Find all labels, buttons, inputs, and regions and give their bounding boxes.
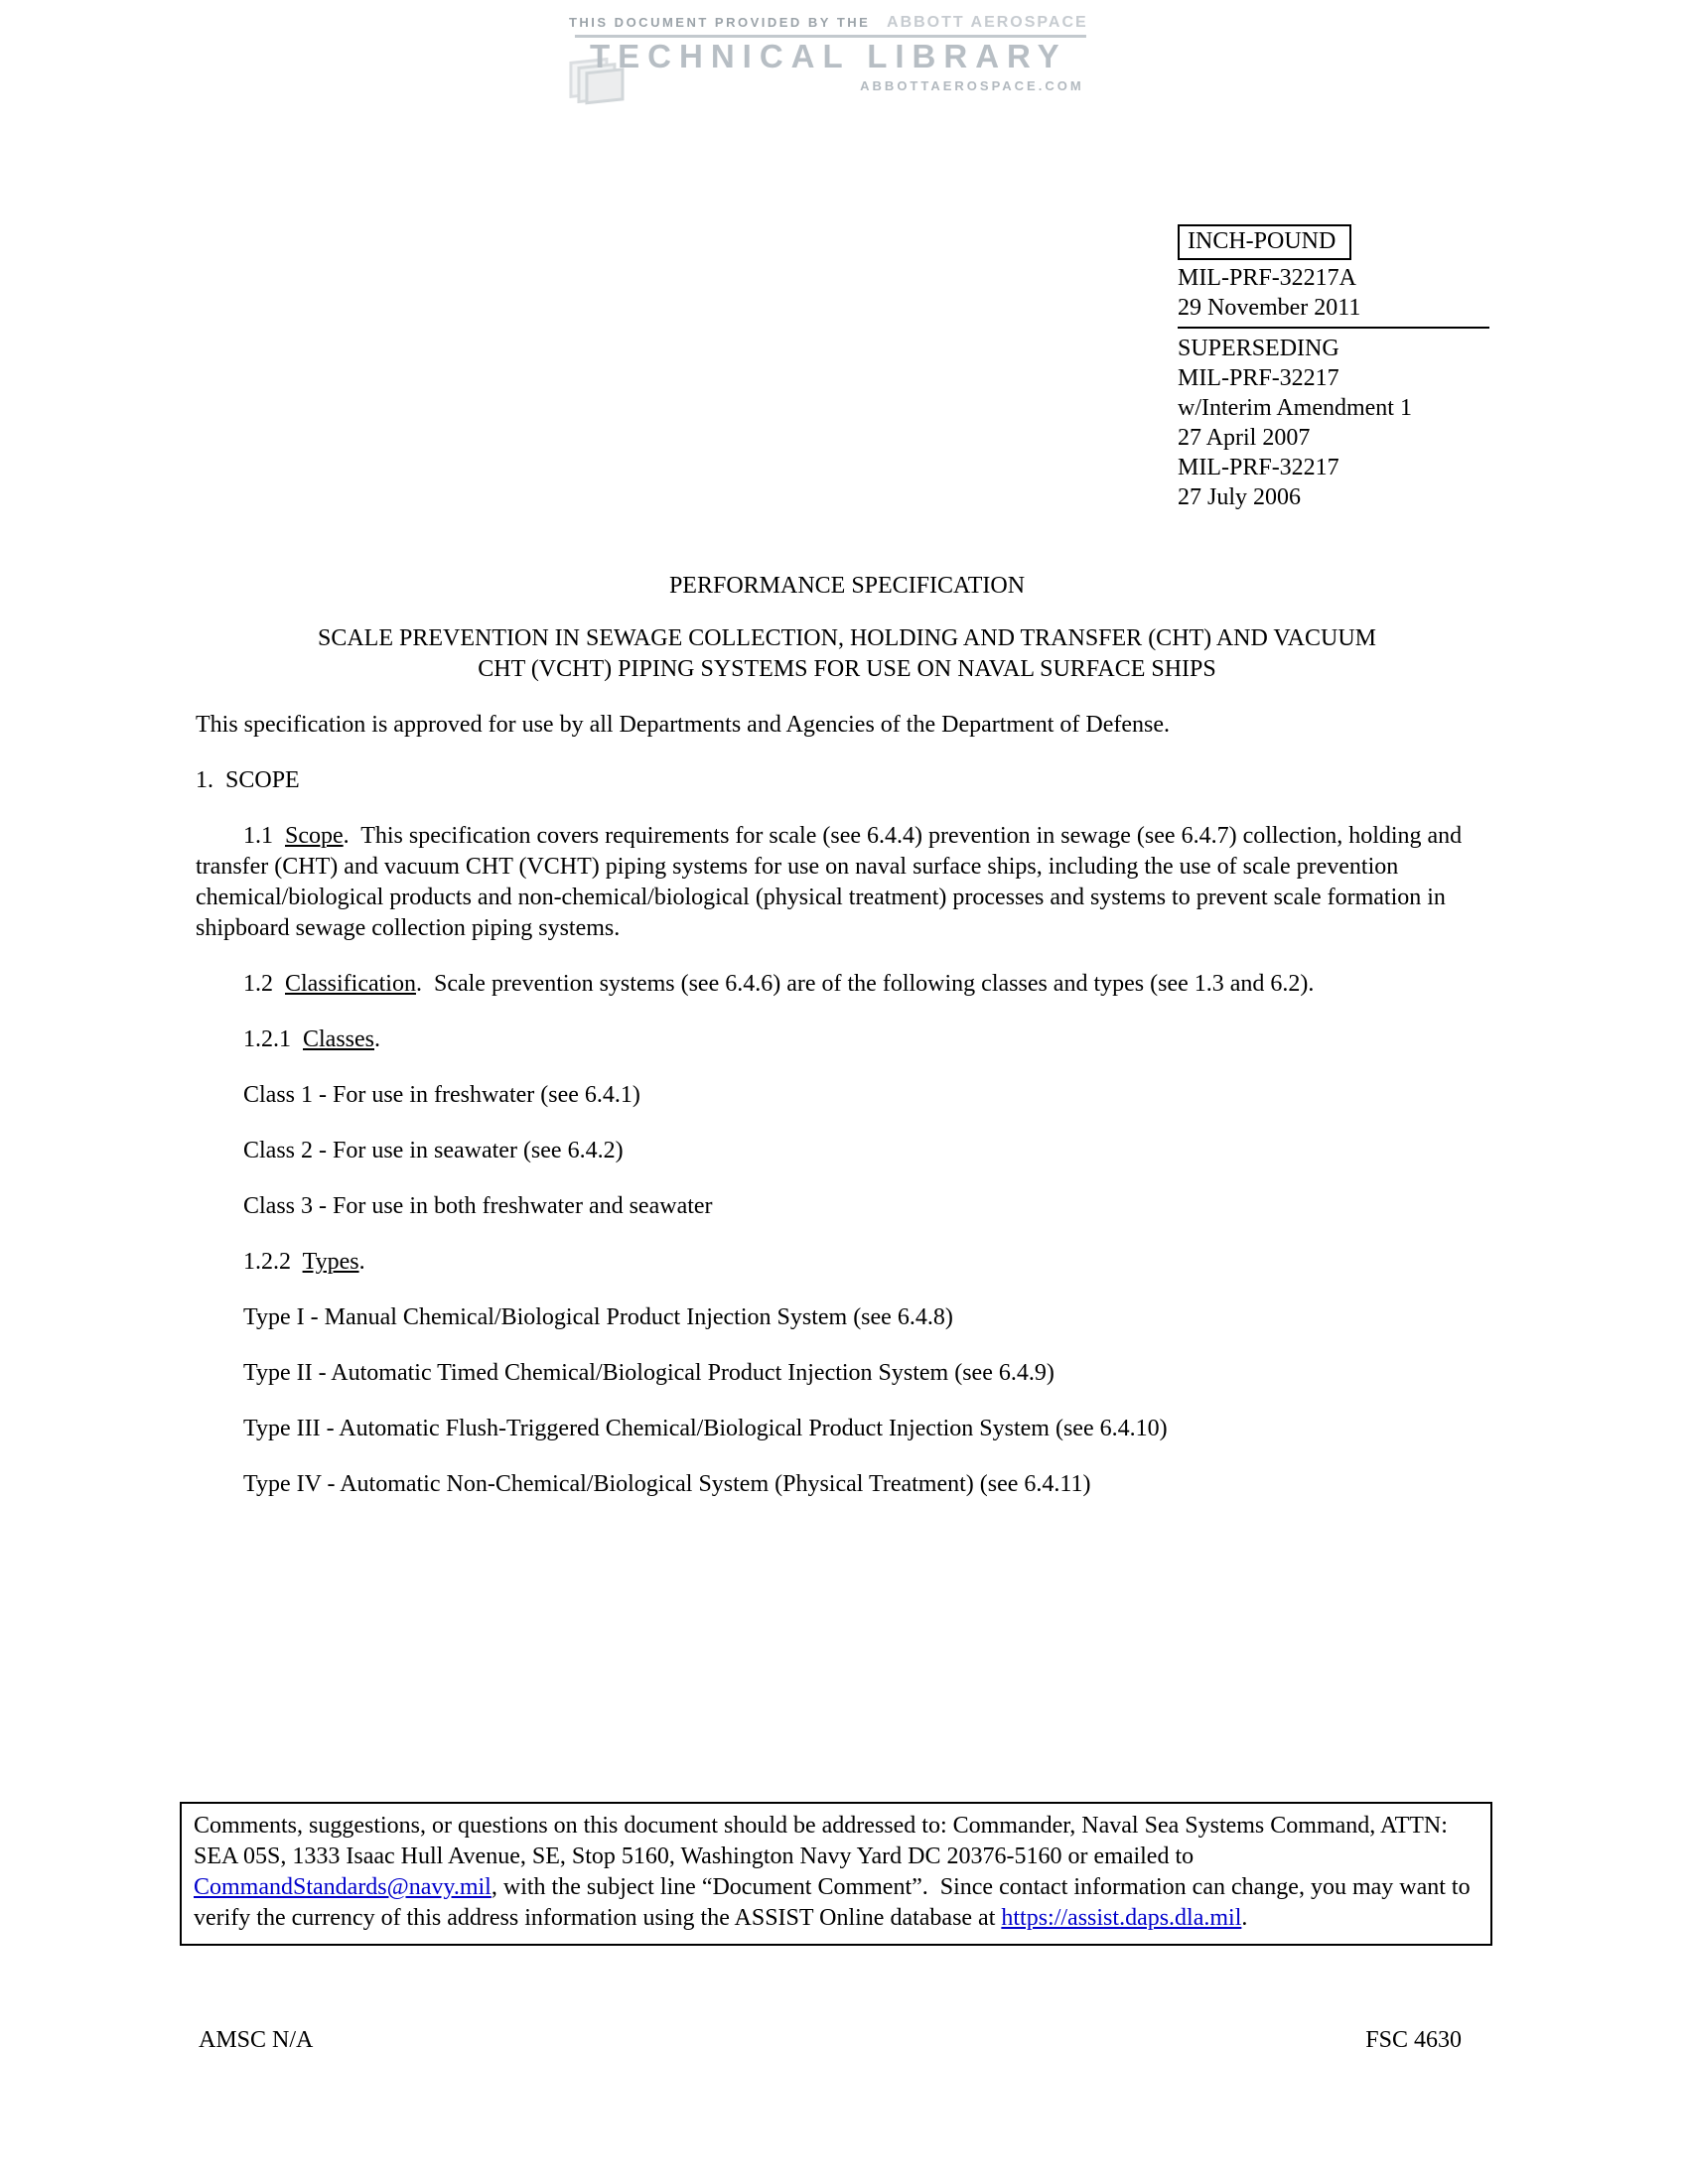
amsc-number: AMSC N/A [199,2027,314,2053]
comments-text-3: . [1241,1905,1248,1931]
comments-text-1: Comments, suggestions, or questions on this document should be addressed to: Commander, Naval Sea Systems Command, ATTN: SEA 05S, 1333 Isaac Hull Avenue, SE, Stop 5160, Washington Navy Yard DC 20376-5160 or emailed to [194,1813,1460,1869]
paragraph-text: . [374,1026,380,1052]
document-title [196,623,1498,685]
paragraph-number: 1.2.1 [243,1026,303,1052]
email-link[interactable]: CommandStandards@navy.mil [194,1874,492,1900]
fsc-number: FSC 4630 [1365,2027,1462,2053]
spec-date: 29 November 2011 [1178,295,1361,321]
superseded-date-1: 27 April 2007 [1178,425,1311,451]
superseded-date-2: 27 July 2006 [1178,484,1302,510]
logo-library-text: TECHNICAL LIBRARY [569,38,1088,75]
approval-statement: This specification is approved for use by all Departments and Agencies of the Department of Defense. [196,712,1171,738]
document-title-line1: SCALE PREVENTION IN SEWAGE COLLECTION, HOLDING AND TRANSFER (CHT) AND VACUUM [317,625,1376,651]
superseded-spec-1: MIL-PRF-32217 [1178,365,1339,391]
logo-brand-text: ABBOTT AEROSPACE [887,13,1088,31]
paragraph-text: . [358,1249,365,1275]
section-1-heading: 1. SCOPE [196,767,300,793]
class-item-3: Class 3 - For use in both freshwater and seawater [243,1193,713,1219]
logo-site-text: ABBOTTAEROSPACE.COM [860,78,1084,93]
class-item-2: Class 2 - For use in seawater (see 6.4.2) [243,1138,624,1163]
paragraph-1-2 [196,969,1498,1000]
superseded-amendment: w/Interim Amendment 1 [1178,395,1412,421]
document-type-heading: PERFORMANCE SPECIFICATION [668,573,1026,599]
page-footer [199,2027,1462,2054]
superseding-label: SUPERSEDING [1178,336,1339,361]
comments-text-2: , with the subject line “Document Comment”. Since contact information can change, you may want to verify the currency of this address information using the ASSIST Online database at [194,1874,1477,1931]
document-title-line2: CHT (VCHT) PIPING SYSTEMS FOR USE ON NAVAL SURFACE SHIPS [478,656,1216,682]
paragraph-label: Scope [285,823,344,849]
type-item-4: Type IV - Automatic Non-Chemical/Biological System (Physical Treatment) (see 6.4.11) [243,1471,1091,1497]
paragraph-number: 1.2.2 [243,1249,303,1275]
paragraph-1-2-1 [196,1024,1498,1055]
logo-provided-text: THIS DOCUMENT PROVIDED BY THE [568,15,871,31]
paragraph-label: Types [302,1249,359,1275]
logo-provided-line [569,8,1088,36]
paragraph-1-1 [196,821,1498,944]
spec-number: MIL-PRF-32217A [1178,265,1357,291]
comments-notice-box [180,1802,1492,1946]
type-item-3: Type III - Automatic Flush-Triggered Chemical/Biological Product Injection System (see 6.4.10) [243,1416,1168,1441]
superseded-spec-2: MIL-PRF-32217 [1178,455,1339,480]
paragraph-text: . This specification covers requirements for scale (see 6.4.4) prevention in sewage (see 6.4.7) collection, holding and transfer (CHT) and vacuum CHT (VCHT) piping systems for use on naval surface ships, including the use of scale prevention chemical/biological products and non-chemical/biological (physical treatment) processes and systems to prevent scale formation in shipboard sewage collection piping systems. [196,823,1469,941]
paragraph-number: 1.2 [243,971,285,997]
paragraph-number: 1.1 [243,823,285,849]
document-id-block [1178,224,1489,512]
paragraph-label: Classification [285,971,416,997]
type-item-2: Type II - Automatic Timed Chemical/Biological Product Injection System (see 6.4.9) [243,1360,1055,1386]
paragraph-1-2-2 [196,1247,1498,1278]
paragraph-text: . Scale prevention systems (see 6.4.6) are of the following classes and types (see 1.3 and 6.2). [415,971,1315,997]
document-body [196,571,1498,1500]
abbott-aerospace-logo [569,8,1088,93]
paragraph-label: Classes [303,1026,374,1052]
inch-pound-badge: INCH-POUND [1178,224,1351,260]
class-item-1: Class 1 - For use in freshwater (see 6.4.1) [243,1082,640,1108]
type-item-1: Type I - Manual Chemical/Biological Product Injection System (see 6.4.8) [243,1304,953,1330]
assist-url-link[interactable]: https://assist.daps.dla.mil [1001,1905,1242,1931]
doc-id-divider [1178,327,1489,329]
